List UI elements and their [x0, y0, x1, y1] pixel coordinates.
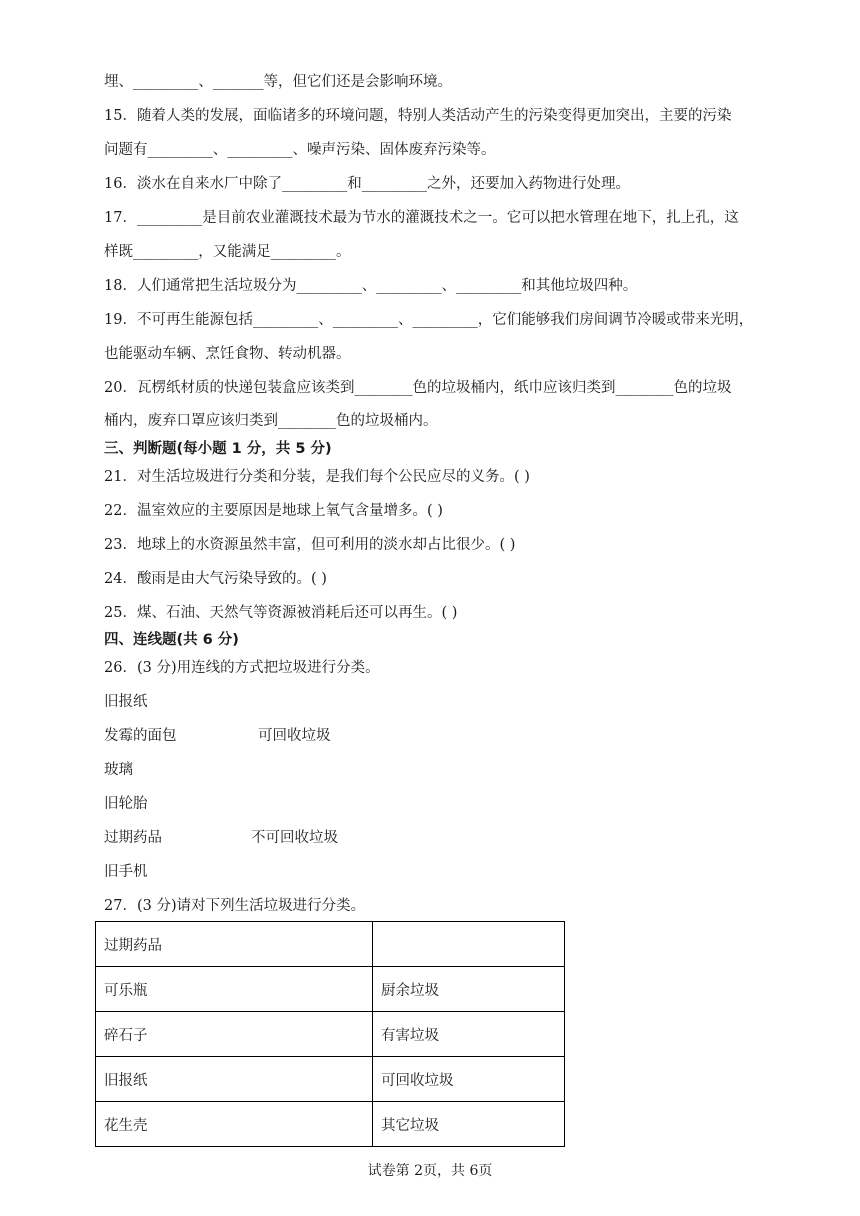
q27: 27．(3 分)请对下列生活垃圾进行分类。 [104, 898, 366, 914]
match-item: 玻璃 [104, 762, 133, 778]
q17-line1: 17．_________是目前农业灌溉技术最为节水的灌溉技术之一。它可以把水管理在地下，扎上孔，这 [104, 210, 739, 226]
section-judge-heading: 三、判断题(每小题 1 分，共 5 分) [104, 441, 332, 457]
q14-continuation: 埋、_________、_______等，但它们还是会影响环境。 [104, 74, 452, 90]
match-item: 发霉的面包 [104, 728, 177, 744]
match-item: 过期药品 [104, 830, 162, 846]
category-non-recyclable: 不可回收垃圾 [251, 830, 338, 846]
category-recyclable: 可回收垃圾 [258, 728, 331, 744]
table-cell: 厨余垃圾 [373, 967, 565, 1012]
table-cell [373, 922, 565, 967]
q22: 22．温室效应的主要原因是地球上氧气含量增多。( ) [104, 503, 443, 519]
table-row [96, 922, 565, 967]
q23: 23．地球上的水资源虽然丰富，但可利用的淡水却占比很少。( ) [104, 537, 516, 553]
q21: 21．对生活垃圾进行分类和分装，是我们每个公民应尽的义务。( ) [104, 469, 530, 485]
q18: 18．人们通常把生活垃圾分为_________、_________、_________和其他垃圾四种。 [104, 278, 638, 294]
q26: 26．(3 分)用连线的方式把垃圾进行分类。 [104, 660, 380, 676]
match-item: 旧手机 [104, 864, 148, 880]
table-row [96, 1102, 565, 1147]
table-cell: 旧报纸 [96, 1057, 373, 1102]
q15-line1: 15．随着人类的发展，面临诸多的环境问题，特别人类活动产生的污染变得更加突出，主要的污染 [104, 108, 732, 124]
q20-line2: 桶内，废弃口罩应该归类到________色的垃圾桶内。 [104, 413, 438, 429]
table-row [96, 1012, 565, 1057]
q19-line2: 也能驱动车辆、烹饪食物、转动机器。 [104, 346, 351, 362]
q19-line1: 19．不可再生能源包括_________、_________、_________，它们能够我们房间调节冷暖或带来光明， [104, 312, 754, 328]
table-cell: 有害垃圾 [373, 1012, 565, 1057]
match-item: 旧报纸 [104, 694, 148, 710]
section-matching-heading: 四、连线题(共 6 分) [104, 632, 239, 648]
page-footer: 试卷第 2页，共 6页 [367, 1163, 493, 1179]
sorting-table [95, 921, 565, 1147]
table-cell: 过期药品 [96, 922, 373, 967]
match-item: 旧轮胎 [104, 796, 148, 812]
table-cell: 可乐瓶 [96, 967, 373, 1012]
table-cell: 其它垃圾 [373, 1102, 565, 1147]
q20-line1: 20．瓦楞纸材质的快递包装盒应该类到________色的垃圾桶内，纸巾应该归类到________色的垃圾 [104, 380, 732, 396]
table-row [96, 967, 565, 1012]
q15-line2: 问题有_________、_________、噪声污染、固体废弃污染等。 [104, 142, 496, 158]
q24: 24．酸雨是由大气污染导致的。( ) [104, 571, 327, 587]
table-row [96, 1057, 565, 1102]
q16: 16．淡水在自来水厂中除了_________和_________之外，还要加入药物进行处理。 [104, 176, 630, 192]
table-cell: 碎石子 [96, 1012, 373, 1057]
q17-line2: 样既_________，又能满足_________。 [104, 244, 351, 260]
q25: 25．煤、石油、天然气等资源被消耗后还可以再生。( ) [104, 605, 458, 621]
table-cell: 可回收垃圾 [373, 1057, 565, 1102]
table-cell: 花生壳 [96, 1102, 373, 1147]
